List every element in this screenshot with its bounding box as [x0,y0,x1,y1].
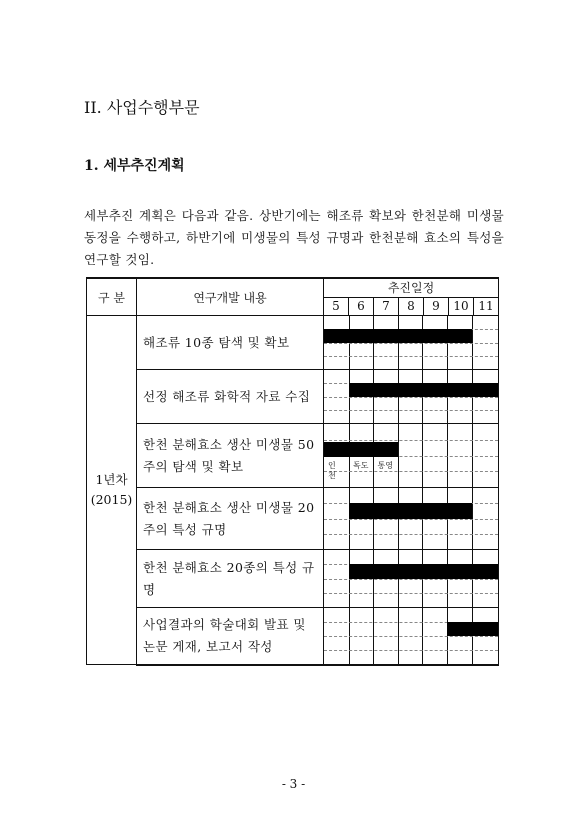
sub-row-line [324,636,498,637]
sub-row-line [324,519,498,520]
gantt-grid [324,608,498,664]
year-label: 1년차 [95,472,128,487]
year-cell [87,316,137,665]
sub-row-line [324,534,498,535]
location-label: 통영 [377,460,393,470]
schedule-bar [324,329,472,342]
month-header: 5 [324,297,349,316]
gantt-cell [324,424,499,488]
header-category: 구 분 [87,278,137,316]
task-cell: 해조류 10종 탐색 및 확보 [137,316,324,370]
task-cell: 한천 분해효소 생산 미생물 20주의 특성 규명 [137,488,324,550]
month-header: 10 [449,297,474,316]
gantt-grid [324,550,498,607]
month-header: 7 [374,297,399,316]
task-cell: 한천 분해효소 생산 미생물 50주의 탐색 및 확보 [137,424,324,488]
month-header: 9 [424,297,449,316]
task-cell: 사업결과의 학술대회 발표 및 논문 게재, 보고서 작성 [137,608,324,665]
location-label: 독도 [353,460,369,470]
table-row [87,316,499,370]
table-row [87,424,499,488]
sub-row-line [324,471,498,472]
sub-row-line [324,356,498,357]
gantt-cell [324,370,499,424]
gantt-cell [324,316,499,370]
gantt-grid [324,488,498,549]
sub-row-line [324,650,498,651]
year-sub: (2015) [90,492,133,507]
gantt-cell [324,550,499,608]
page-number: - 3 - [281,777,306,791]
table-row [87,550,499,608]
sub-row-line [324,343,498,344]
section-heading: II. 사업수행부문 [84,98,200,117]
schedule-bar [447,622,498,636]
schedule-bar [324,442,398,457]
gantt-grid [324,370,498,423]
month-header: 11 [474,297,499,316]
sub-row-line [324,440,498,441]
schedule-bar [349,503,473,518]
month-header: 8 [399,297,424,316]
sub-row-line [324,397,498,398]
header-content: 연구개발 내용 [137,278,324,316]
schedule-table [86,277,499,666]
gantt-cell [324,488,499,550]
table-row [87,608,499,665]
table-row [87,488,499,550]
sub-row-line [324,410,498,411]
sub-row-line [324,593,498,594]
intro-paragraph: 세부추진 계획은 다음과 같음. 상반기에는 해조류 확보와 한천분해 미생물 동정을 수행하고, 하반기에 미생물의 특성 규명과 한천분해 효소의 특성을 연구할 것임. [84,208,504,267]
gantt-grid [324,424,498,487]
schedule-bar [349,564,498,578]
subsection-heading: 1. 세부추진계획 [84,158,185,174]
schedule-bar [349,383,498,396]
table-row [87,370,499,424]
location-label: 인천 [328,460,336,480]
task-cell: 선정 해조류 화학적 자료 수집 [137,370,324,424]
month-header: 6 [349,297,374,316]
gantt-cell [324,608,499,665]
schedule-header-row [87,278,499,297]
task-cell: 한천 분해효소 20종의 특성 규명 [137,550,324,608]
sub-row-line [324,579,498,580]
gantt-grid [324,316,498,369]
header-schedule: 추진일정 [324,278,499,297]
